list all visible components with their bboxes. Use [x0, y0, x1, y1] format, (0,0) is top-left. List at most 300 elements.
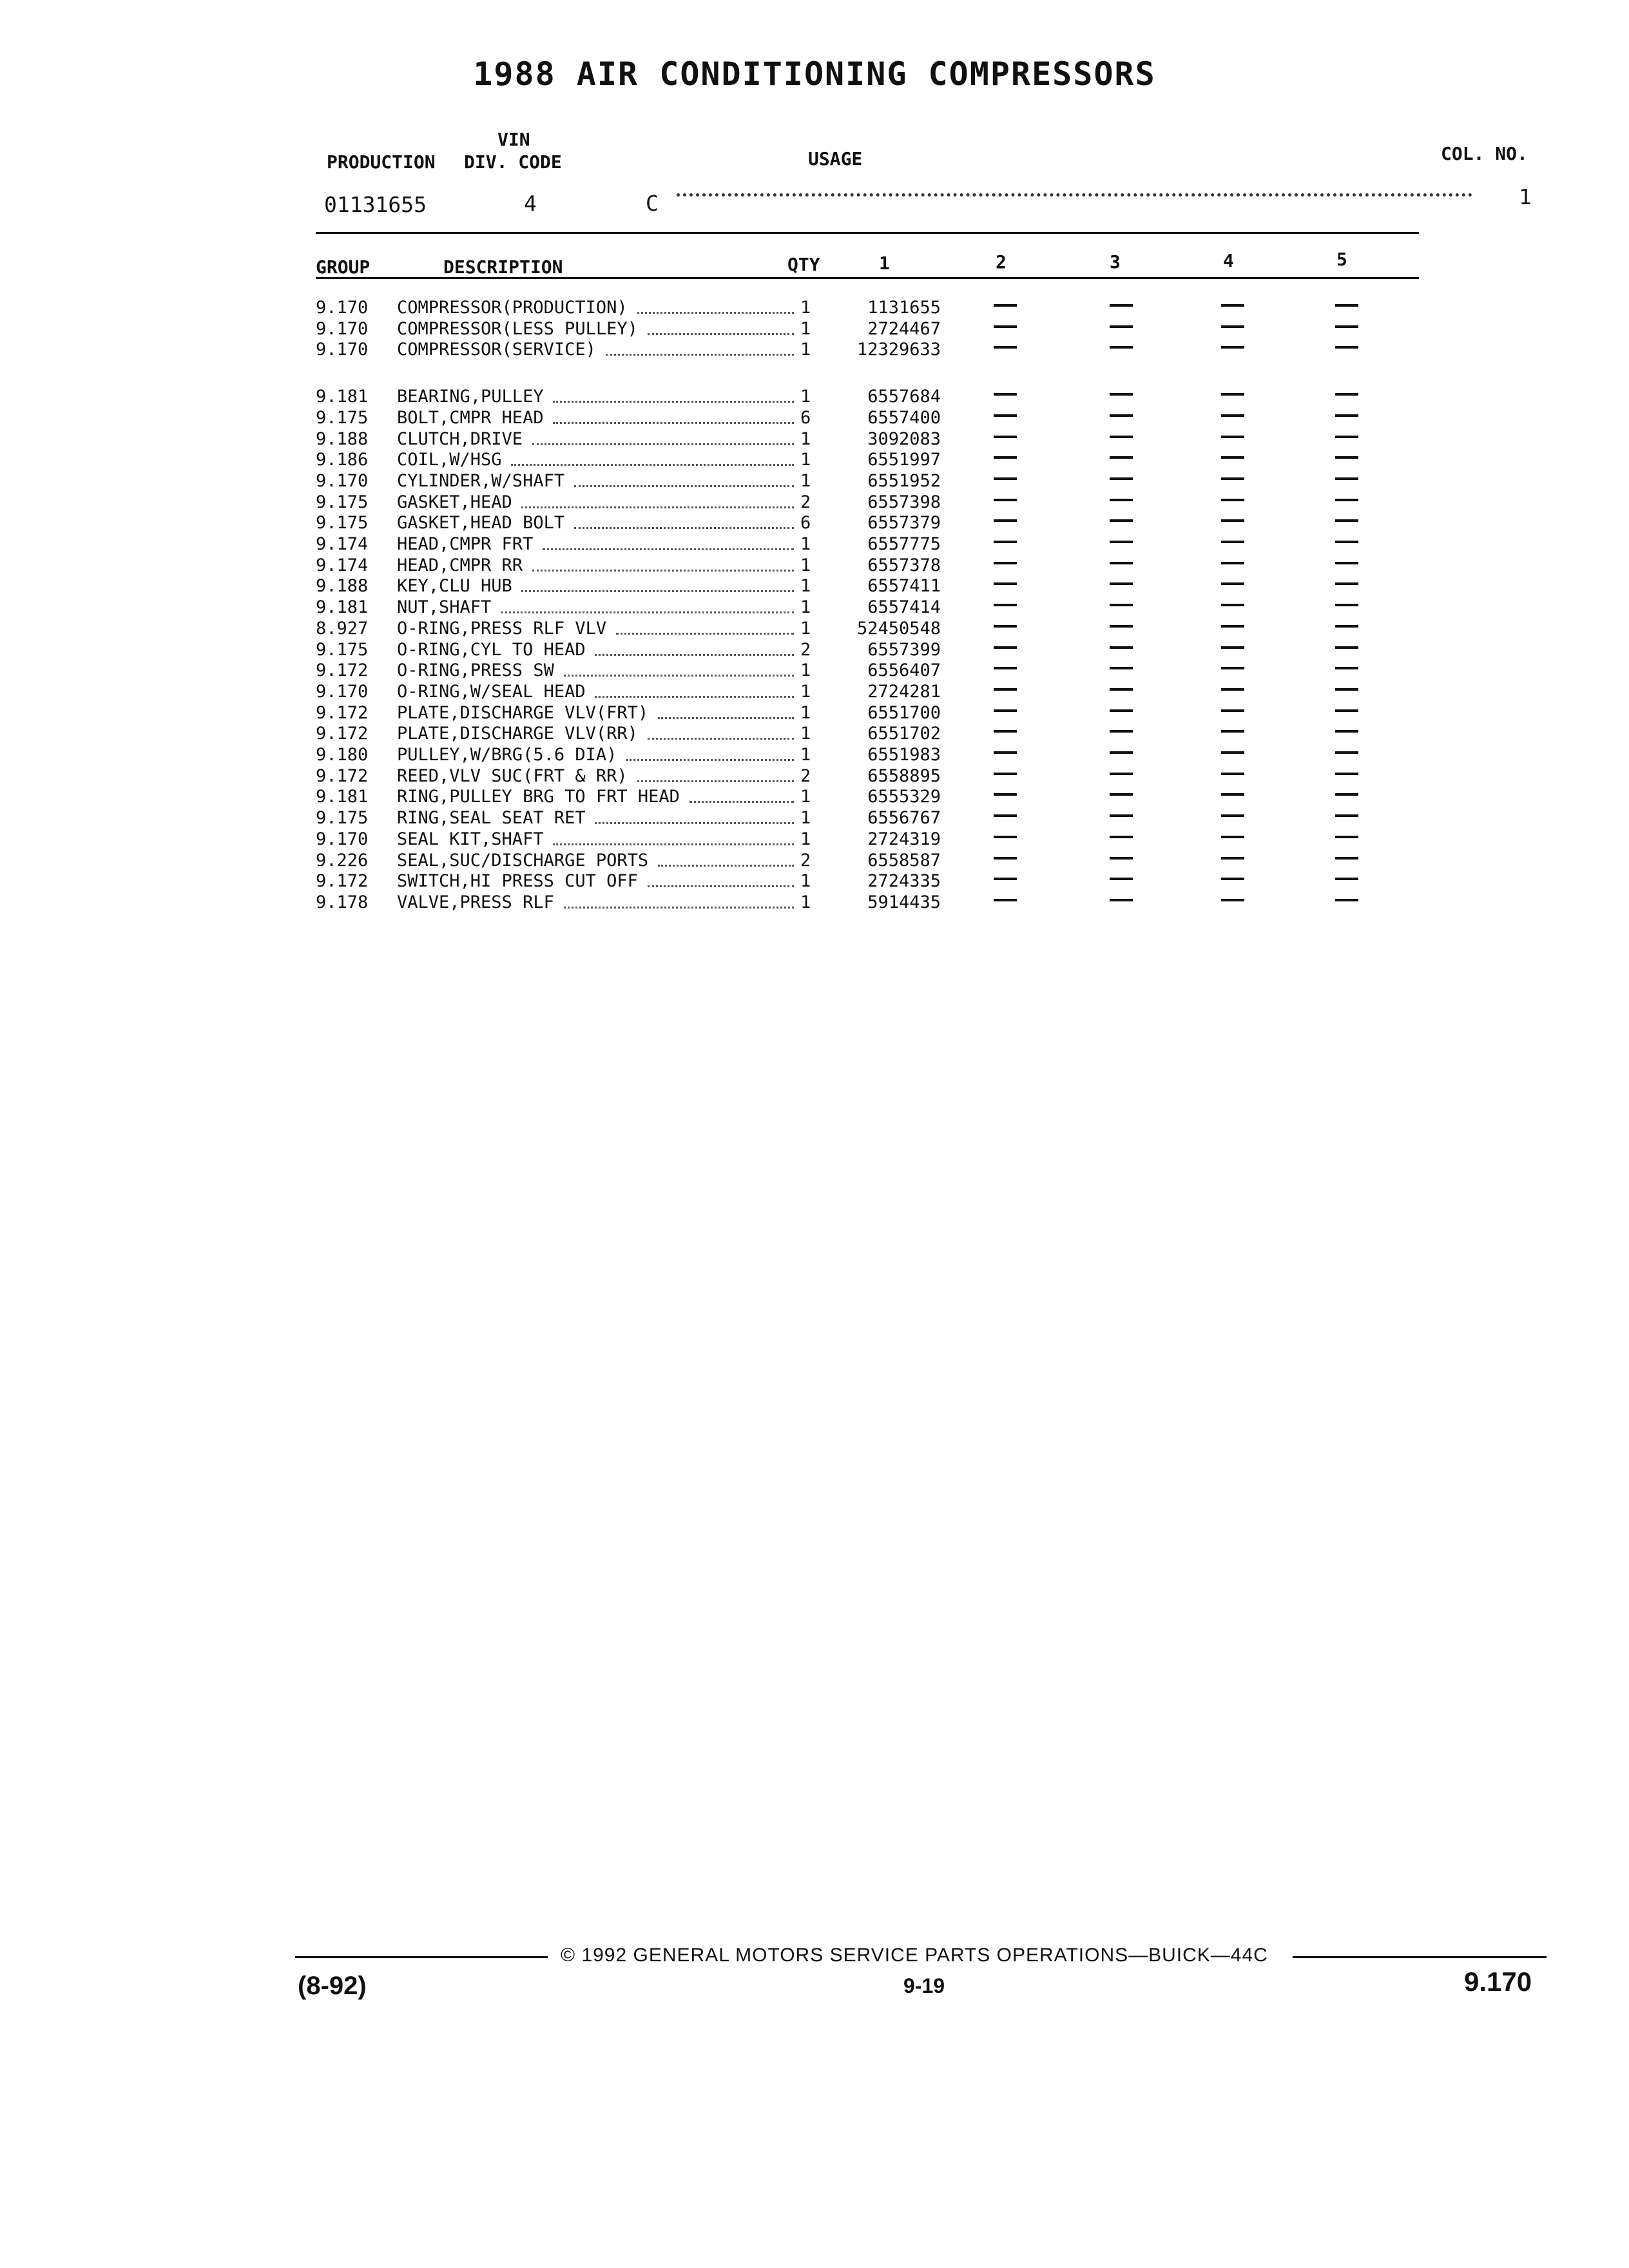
empty-column-dash-3: [1110, 456, 1133, 459]
div-code-label: DIV. CODE: [464, 151, 562, 173]
row-part-number: 6557378: [867, 555, 941, 575]
row-description: CLUTCH,DRIVE: [397, 428, 523, 449]
empty-column-dash-5: [1335, 346, 1358, 349]
production-value: 01131655: [324, 192, 427, 217]
empty-column-dash-5: [1335, 730, 1358, 733]
row-qty: 1: [800, 470, 811, 491]
row-leader-dots: [595, 696, 794, 698]
row-qty: 1: [800, 787, 811, 807]
row-group: 9.172: [316, 765, 369, 786]
row-group: 9.170: [316, 681, 369, 702]
empty-column-dash-2: [994, 730, 1017, 733]
empty-column-dash-2: [994, 857, 1017, 860]
table-row: [0, 619, 1629, 639]
row-group: 9.186: [316, 450, 369, 470]
row-qty: 1: [800, 555, 811, 575]
table-row: [0, 429, 1629, 450]
row-group: 9.226: [316, 850, 369, 870]
row-leader-dots: [511, 464, 794, 466]
row-qty: 1: [800, 428, 811, 449]
table-row: [0, 492, 1629, 513]
table-row: [0, 892, 1629, 913]
div-code-value: 4: [524, 191, 537, 216]
empty-column-dash-4: [1221, 625, 1244, 628]
col-header-qty: QTY: [787, 254, 820, 275]
empty-column-dash-4: [1221, 541, 1244, 543]
row-leader-dots: [648, 333, 794, 335]
table-row: [0, 808, 1629, 829]
row-description: RING,SEAL SEAT RET: [397, 808, 586, 829]
page-title: 1988 AIR CONDITIONING COMPRESSORS: [473, 55, 1156, 93]
empty-column-dash-2: [994, 646, 1017, 649]
empty-column-dash-4: [1221, 562, 1244, 564]
empty-column-dash-4: [1221, 519, 1244, 522]
row-qty: 1: [800, 702, 811, 723]
empty-column-dash-5: [1335, 562, 1358, 564]
table-row: [0, 703, 1629, 724]
usage-leader-dots: [677, 193, 1472, 197]
empty-column-dash-2: [994, 304, 1017, 307]
row-description: O-RING,PRESS RLF VLV: [397, 618, 607, 639]
empty-column-dash-4: [1221, 814, 1244, 817]
row-qty: 1: [800, 892, 811, 912]
row-qty: 1: [800, 318, 811, 339]
row-qty: 2: [800, 492, 811, 512]
row-leader-dots: [532, 570, 794, 572]
empty-column-dash-5: [1335, 325, 1358, 328]
row-group: 9.180: [316, 745, 369, 765]
empty-column-dash-5: [1335, 393, 1358, 396]
empty-column-dash-3: [1110, 325, 1133, 328]
empty-column-dash-3: [1110, 688, 1133, 691]
empty-column-dash-3: [1110, 436, 1133, 438]
row-part-number: 6557398: [867, 492, 941, 512]
empty-column-dash-5: [1335, 541, 1358, 543]
empty-column-dash-3: [1110, 477, 1133, 480]
table-row: [0, 660, 1629, 681]
row-group: 9.181: [316, 787, 369, 807]
row-description: CYLINDER,W/SHAFT: [397, 470, 565, 491]
row-leader-dots: [616, 633, 794, 635]
empty-column-dash-4: [1221, 325, 1244, 328]
row-leader-dots: [543, 548, 794, 550]
row-part-number: 12329633: [856, 340, 941, 360]
row-description: O-RING,W/SEAL HEAD: [397, 681, 586, 702]
row-group: 9.170: [316, 340, 369, 360]
table-row: [0, 408, 1629, 428]
col-no-value: 1: [1519, 184, 1532, 209]
table-row: [0, 555, 1629, 576]
row-group: 8.927: [316, 618, 369, 639]
row-description: BEARING,PULLEY: [397, 387, 544, 407]
empty-column-dash-4: [1221, 667, 1244, 669]
empty-column-dash-3: [1110, 646, 1133, 649]
empty-column-dash-2: [994, 477, 1017, 480]
empty-column-dash-5: [1335, 436, 1358, 438]
table-row: [0, 640, 1629, 660]
vin-label: VIN: [497, 129, 530, 150]
col-header-4: 4: [1223, 250, 1234, 271]
empty-column-dash-3: [1110, 541, 1133, 543]
table-row: [0, 850, 1629, 871]
row-leader-dots: [648, 885, 794, 887]
table-row: [0, 576, 1629, 597]
row-group: 9.170: [316, 318, 369, 339]
row-leader-dots: [574, 485, 794, 487]
empty-column-dash-3: [1110, 814, 1133, 817]
empty-column-dash-5: [1335, 414, 1358, 417]
row-group: 9.172: [316, 724, 369, 744]
row-qty: 1: [800, 340, 811, 360]
row-part-number: 6557379: [867, 513, 941, 533]
empty-column-dash-4: [1221, 436, 1244, 438]
row-group: 9.170: [316, 470, 369, 491]
empty-column-dash-4: [1221, 709, 1244, 712]
row-description: SWITCH,HI PRESS CUT OFF: [397, 871, 638, 892]
col-no-label: COL. NO.: [1441, 143, 1528, 164]
empty-column-dash-3: [1110, 709, 1133, 712]
row-qty: 6: [800, 407, 811, 428]
row-qty: 1: [800, 829, 811, 849]
empty-column-dash-2: [994, 456, 1017, 459]
empty-column-dash-4: [1221, 582, 1244, 585]
col-header-3: 3: [1110, 251, 1121, 273]
row-description: REED,VLV SUC(FRT & RR): [397, 765, 628, 786]
row-leader-dots: [564, 907, 795, 908]
empty-column-dash-2: [994, 688, 1017, 691]
empty-column-dash-5: [1335, 625, 1358, 628]
row-qty: 1: [800, 871, 811, 892]
row-leader-dots: [521, 506, 794, 508]
empty-column-dash-2: [994, 878, 1017, 880]
empty-column-dash-5: [1335, 304, 1358, 307]
row-part-number: 6551702: [867, 724, 941, 744]
production-label: PRODUCTION: [327, 151, 436, 173]
empty-column-dash-3: [1110, 499, 1133, 501]
empty-column-dash-2: [994, 346, 1017, 349]
table-row: [0, 871, 1629, 892]
empty-column-dash-2: [994, 414, 1017, 417]
row-description: VALVE,PRESS RLF: [397, 892, 554, 912]
row-qty: 1: [800, 724, 811, 744]
empty-column-dash-4: [1221, 836, 1244, 838]
empty-column-dash-5: [1335, 899, 1358, 901]
row-qty: 1: [800, 597, 811, 618]
row-leader-dots: [658, 865, 794, 867]
row-qty: 1: [800, 450, 811, 470]
empty-column-dash-3: [1110, 857, 1133, 860]
row-qty: 1: [800, 298, 811, 318]
row-part-number: 2724467: [867, 318, 941, 339]
empty-column-dash-2: [994, 541, 1017, 543]
row-group: 9.175: [316, 513, 369, 533]
empty-column-dash-3: [1110, 414, 1133, 417]
empty-column-dash-2: [994, 625, 1017, 628]
row-qty: 1: [800, 745, 811, 765]
row-qty: 1: [800, 618, 811, 639]
table-row: [0, 787, 1629, 807]
row-leader-dots: [595, 654, 794, 656]
row-description: BOLT,CMPR HEAD: [397, 407, 544, 428]
empty-column-dash-2: [994, 436, 1017, 438]
row-leader-dots: [637, 312, 794, 314]
empty-column-dash-3: [1110, 625, 1133, 628]
row-part-number: 5914435: [867, 892, 941, 912]
empty-column-dash-5: [1335, 646, 1358, 649]
table-row: [0, 513, 1629, 533]
row-qty: 1: [800, 534, 811, 554]
row-group: 9.181: [316, 597, 369, 618]
usage-value: C: [646, 191, 659, 216]
row-description: HEAD,CMPR FRT: [397, 534, 534, 554]
row-description: COMPRESSOR(LESS PULLEY): [397, 318, 638, 339]
footer-page-number: 9-19: [903, 1974, 945, 1997]
row-part-number: 6557399: [867, 639, 941, 660]
empty-column-dash-4: [1221, 878, 1244, 880]
row-part-number: 2724335: [867, 871, 941, 892]
table-row: [0, 745, 1629, 765]
usage-label: USAGE: [808, 148, 863, 169]
empty-column-dash-2: [994, 773, 1017, 775]
empty-column-dash-5: [1335, 773, 1358, 775]
empty-column-dash-2: [994, 836, 1017, 838]
row-leader-dots: [689, 801, 794, 803]
row-leader-dots: [574, 527, 794, 529]
row-description: COMPRESSOR(SERVICE): [397, 340, 596, 360]
table-row: [0, 534, 1629, 555]
empty-column-dash-4: [1221, 304, 1244, 307]
row-group: 9.175: [316, 808, 369, 829]
empty-column-dash-4: [1221, 499, 1244, 501]
empty-column-dash-5: [1335, 793, 1358, 796]
empty-column-dash-2: [994, 604, 1017, 606]
row-leader-dots: [626, 759, 794, 761]
table-row: [0, 597, 1629, 618]
header-rule: [316, 232, 1419, 234]
row-description: NUT,SHAFT: [397, 597, 492, 618]
empty-column-dash-5: [1335, 477, 1358, 480]
row-description: RING,PULLEY BRG TO FRT HEAD: [397, 787, 680, 807]
col-header-1: 1: [879, 253, 890, 274]
row-group: 9.181: [316, 387, 369, 407]
empty-column-dash-2: [994, 582, 1017, 585]
empty-column-dash-3: [1110, 751, 1133, 754]
table-row: [0, 298, 1629, 318]
row-leader-dots: [648, 738, 794, 740]
row-qty: 2: [800, 850, 811, 870]
row-description: SEAL KIT,SHAFT: [397, 829, 544, 849]
row-part-number: 3092083: [867, 428, 941, 449]
row-group: 9.188: [316, 428, 369, 449]
row-qty: 6: [800, 513, 811, 533]
row-group: 9.172: [316, 702, 369, 723]
footer-date: (8-92): [298, 1972, 367, 2000]
empty-column-dash-4: [1221, 604, 1244, 606]
row-leader-dots: [521, 590, 794, 592]
empty-column-dash-2: [994, 709, 1017, 712]
row-part-number: 6557411: [867, 576, 941, 597]
table-row: [0, 766, 1629, 787]
empty-column-dash-4: [1221, 899, 1244, 901]
row-description: GASKET,HEAD: [397, 492, 512, 512]
empty-column-dash-5: [1335, 751, 1358, 754]
row-part-number: 2724281: [867, 681, 941, 702]
row-description: KEY,CLU HUB: [397, 576, 512, 597]
table-row: [0, 471, 1629, 492]
row-leader-dots: [637, 780, 794, 782]
row-part-number: 6551997: [867, 450, 941, 470]
row-group: 9.188: [316, 576, 369, 597]
row-description: PLATE,DISCHARGE VLV(FRT): [397, 702, 649, 723]
col-header-2: 2: [996, 251, 1007, 273]
row-part-number: 52450548: [856, 618, 941, 639]
col-header-description: DESCRIPTION: [443, 256, 563, 278]
row-part-number: 1131655: [867, 298, 941, 318]
copyright-notice: © 1992 GENERAL MOTORS SERVICE PARTS OPERATIONS—BUICK—44C: [561, 1945, 1268, 1966]
table-row: [0, 450, 1629, 470]
empty-column-dash-5: [1335, 667, 1358, 669]
row-group: 9.174: [316, 555, 369, 575]
row-part-number: 6555329: [867, 787, 941, 807]
row-group: 9.175: [316, 407, 369, 428]
empty-column-dash-3: [1110, 836, 1133, 838]
row-description: PULLEY,W/BRG(5.6 DIA): [397, 745, 617, 765]
empty-column-dash-3: [1110, 562, 1133, 564]
empty-column-dash-4: [1221, 688, 1244, 691]
row-qty: 1: [800, 576, 811, 597]
col-header-group: GROUP: [316, 256, 371, 278]
row-description: O-RING,PRESS SW: [397, 660, 554, 681]
row-group: 9.170: [316, 829, 369, 849]
row-qty: 2: [800, 765, 811, 786]
row-leader-dots: [595, 822, 794, 824]
row-leader-dots: [658, 717, 794, 719]
row-leader-dots: [501, 611, 794, 613]
row-leader-dots: [564, 675, 795, 677]
empty-column-dash-3: [1110, 878, 1133, 880]
row-group: 9.172: [316, 871, 369, 892]
empty-column-dash-5: [1335, 604, 1358, 606]
empty-column-dash-3: [1110, 519, 1133, 522]
table-row: [0, 340, 1629, 360]
row-qty: 2: [800, 639, 811, 660]
empty-column-dash-2: [994, 519, 1017, 522]
empty-column-dash-5: [1335, 836, 1358, 838]
empty-column-dash-4: [1221, 773, 1244, 775]
empty-column-dash-4: [1221, 751, 1244, 754]
empty-column-dash-2: [994, 793, 1017, 796]
empty-column-dash-3: [1110, 899, 1133, 901]
empty-column-dash-2: [994, 667, 1017, 669]
empty-column-dash-2: [994, 562, 1017, 564]
row-part-number: 6551700: [867, 702, 941, 723]
empty-column-dash-3: [1110, 604, 1133, 606]
empty-column-dash-5: [1335, 688, 1358, 691]
footer-rule-left: [295, 1956, 548, 1958]
row-leader-dots: [553, 401, 794, 403]
row-part-number: 6557400: [867, 407, 941, 428]
row-qty: 1: [800, 808, 811, 829]
row-qty: 1: [800, 660, 811, 681]
empty-column-dash-5: [1335, 519, 1358, 522]
empty-column-dash-3: [1110, 773, 1133, 775]
row-description: COMPRESSOR(PRODUCTION): [397, 298, 628, 318]
row-description: COIL,W/HSG: [397, 450, 502, 470]
empty-column-dash-4: [1221, 793, 1244, 796]
empty-column-dash-4: [1221, 393, 1244, 396]
row-qty: 1: [800, 387, 811, 407]
row-leader-dots: [606, 354, 794, 356]
table-row: [0, 829, 1629, 850]
row-description: GASKET,HEAD BOLT: [397, 513, 565, 533]
row-description: SEAL,SUC/DISCHARGE PORTS: [397, 850, 649, 870]
row-group: 9.178: [316, 892, 369, 912]
empty-column-dash-3: [1110, 393, 1133, 396]
row-qty: 1: [800, 681, 811, 702]
row-description: O-RING,CYL TO HEAD: [397, 639, 586, 660]
empty-column-dash-4: [1221, 857, 1244, 860]
row-part-number: 6556767: [867, 808, 941, 829]
empty-column-dash-2: [994, 325, 1017, 328]
table-row: [0, 387, 1629, 407]
empty-column-dash-5: [1335, 857, 1358, 860]
empty-column-dash-5: [1335, 814, 1358, 817]
empty-column-dash-2: [994, 499, 1017, 501]
row-part-number: 6558587: [867, 850, 941, 870]
empty-column-dash-3: [1110, 667, 1133, 669]
row-part-number: 6551983: [867, 745, 941, 765]
row-leader-dots: [553, 843, 794, 845]
row-part-number: 2724319: [867, 829, 941, 849]
empty-column-dash-5: [1335, 499, 1358, 501]
empty-column-dash-4: [1221, 456, 1244, 459]
row-part-number: 6557684: [867, 387, 941, 407]
row-group: 9.174: [316, 534, 369, 554]
empty-column-dash-4: [1221, 346, 1244, 349]
row-part-number: 6557775: [867, 534, 941, 554]
row-group: 9.172: [316, 660, 369, 681]
empty-column-dash-3: [1110, 304, 1133, 307]
row-description: HEAD,CMPR RR: [397, 555, 523, 575]
empty-column-dash-4: [1221, 477, 1244, 480]
row-leader-dots: [553, 422, 794, 424]
row-part-number: 6558895: [867, 765, 941, 786]
table-row: [0, 682, 1629, 702]
footer-section-number: 9.170: [1464, 1966, 1532, 1997]
row-leader-dots: [532, 443, 794, 445]
empty-column-dash-3: [1110, 346, 1133, 349]
empty-column-dash-5: [1335, 456, 1358, 459]
empty-column-dash-2: [994, 899, 1017, 901]
empty-column-dash-2: [994, 814, 1017, 817]
empty-column-dash-2: [994, 393, 1017, 396]
table-row: [0, 724, 1629, 744]
row-part-number: 6557414: [867, 597, 941, 618]
empty-column-dash-4: [1221, 646, 1244, 649]
empty-column-dash-4: [1221, 730, 1244, 733]
row-part-number: 6556407: [867, 660, 941, 681]
empty-column-dash-3: [1110, 582, 1133, 585]
empty-column-dash-5: [1335, 878, 1358, 880]
footer-rule-right: [1293, 1956, 1547, 1958]
empty-column-dash-3: [1110, 730, 1133, 733]
row-group: 9.170: [316, 298, 369, 318]
row-description: PLATE,DISCHARGE VLV(RR): [397, 724, 638, 744]
empty-column-dash-2: [994, 751, 1017, 754]
empty-column-dash-5: [1335, 709, 1358, 712]
empty-column-dash-5: [1335, 582, 1358, 585]
empty-column-dash-3: [1110, 793, 1133, 796]
